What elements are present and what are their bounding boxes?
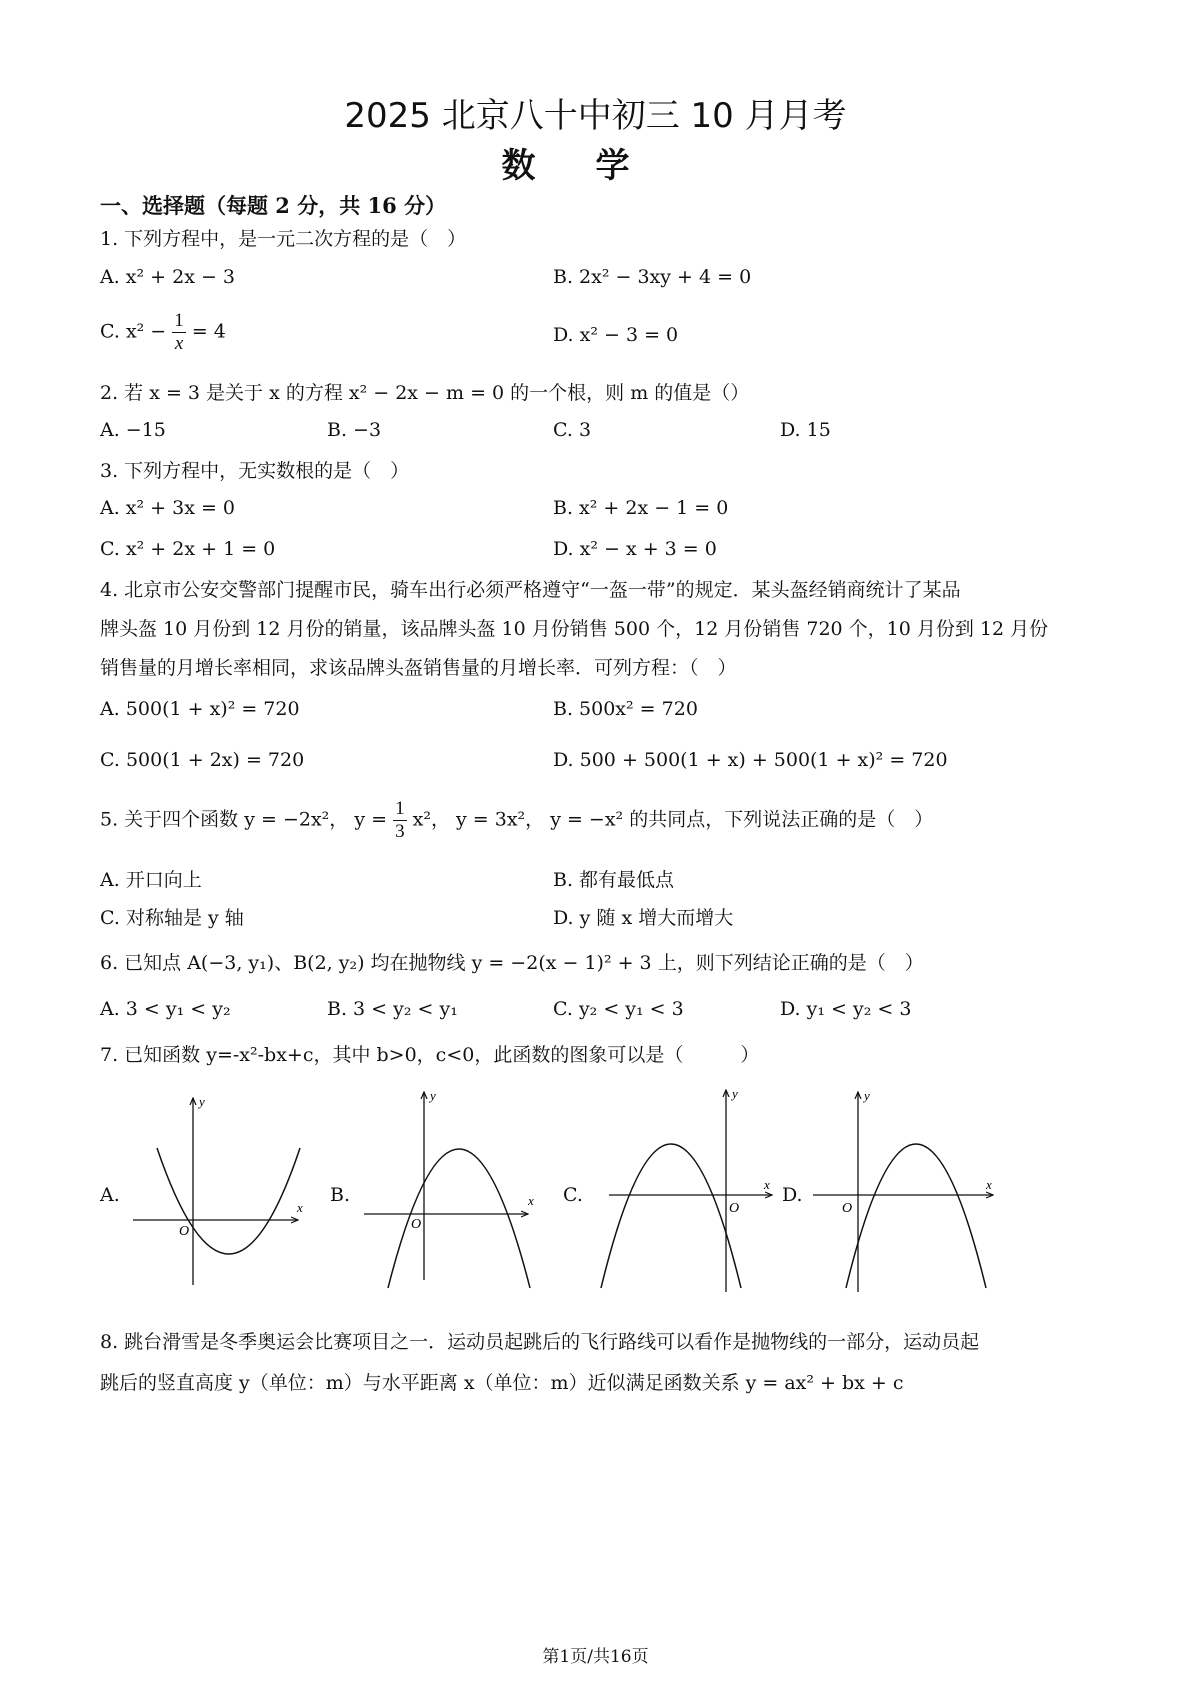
question-7-graph-label-b: B. (330, 1184, 351, 1206)
question-3-option-c: C. x² + 2x + 1 = 0 (100, 538, 276, 560)
question-5-option-c: C. 对称轴是 y 轴 (100, 907, 244, 929)
graph-c (601, 1086, 772, 1292)
question-1-stem: 1. 下列方程中，是一元二次方程的是（ ） (100, 228, 467, 250)
question-1-option-a: A. x² + 2x − 3 (100, 266, 236, 288)
graph-a-origin: O (179, 1224, 190, 1239)
graph-a-y-label: y (199, 1094, 205, 1109)
graph-a (133, 1094, 303, 1285)
graph-d (813, 1088, 993, 1292)
question-6-option-d: D. y₁ < y₂ < 3 (780, 998, 912, 1020)
question-1-option-c-suffix: = 4 (191, 320, 226, 343)
question-2-stem: 2. 若 x = 3 是关于 x 的方程 x² − 2x − m = 0 的一个根，则 m 的值是（） (100, 382, 750, 404)
question-3-option-d: D. x² − x + 3 = 0 (553, 538, 717, 560)
graph-d-y-label: y (864, 1088, 870, 1103)
question-4-line-2: 牌头盔 10 月份到 12 月份的销量，该品牌头盔 10 月份销售 500 个，12 月份销售 720 个，10 月份到 12 月份 (100, 618, 1049, 640)
question-7-stem: 7. 已知函数 y=-x²-bx+c，其中 b>0，c<0，此函数的图象可以是（ ） (100, 1044, 760, 1066)
question-2-option-b: B. −3 (327, 419, 382, 441)
graph-d-parabola (846, 1144, 986, 1288)
fraction-numerator: 1 (174, 310, 184, 331)
question-5-stem-c: x²， y = 3x²， y = −x² 的共同点，下列说法正确的是（ ） (412, 808, 934, 831)
page-title: 2025 北京八十中初三 10 月月考 (344, 96, 847, 136)
question-4-option-c: C. 500(1 + 2x) = 720 (100, 749, 305, 771)
question-7-graph-label-d: D. (782, 1184, 803, 1206)
question-2-option-d: D. 15 (780, 419, 831, 441)
fraction-denominator: x (174, 333, 184, 354)
question-1-option-c (100, 310, 226, 355)
question-4-option-a: A. 500(1 + x)² = 720 (100, 698, 300, 720)
question-4-line-1: 4. 北京市公安交警部门提醒市民，骑车出行必须严格遵守“一盔一带”的规定．某头盔经销商统计了某品 (100, 579, 961, 601)
question-3-option-a: A. x² + 3x = 0 (100, 497, 236, 519)
graph-c-y-label: y (732, 1086, 738, 1101)
section-heading: 一、选择题（每题 2 分，共 16 分） (100, 193, 447, 218)
question-6-option-b: B. 3 < y₂ < y₁ (327, 998, 458, 1020)
question-8-line-1: 8. 跳台滑雪是冬季奥运会比赛项目之一．运动员起跳后的飞行路线可以看作是抛物线的一部分，运动员起 (100, 1331, 980, 1353)
question-7-graphs (0, 1080, 1191, 1310)
question-2-option-a: A. −15 (100, 419, 166, 441)
page-number-footer: 第1页/共16页 (542, 1647, 649, 1667)
question-1-option-c-fraction (172, 310, 186, 355)
question-7-graph-label-a: A. (100, 1184, 120, 1206)
graph-c-origin: O (729, 1201, 740, 1216)
question-4-line-3: 销售量的月增长率相同，求该品牌头盔销售量的月增长率．可列方程：（ ） (100, 657, 737, 679)
question-8-line-2: 跳后的竖直高度 y（单位：m）与水平距离 x（单位：m）近似满足函数关系 y = ax² + bx + c (100, 1372, 904, 1394)
question-5-stem-b: y = (354, 808, 388, 831)
graph-d-origin: O (842, 1201, 853, 1216)
question-5-stem-a: 5. 关于四个函数 y = −2x²， (100, 808, 349, 831)
question-4-option-b: B. 500x² = 720 (553, 698, 698, 720)
question-5-option-b: B. 都有最低点 (553, 869, 675, 891)
graph-c-parabola (601, 1144, 741, 1288)
fraction-denominator: 3 (395, 821, 405, 842)
page-subtitle: 数学 (501, 146, 690, 186)
question-5-option-a: A. 开口向上 (100, 869, 202, 891)
graph-b (364, 1088, 534, 1288)
graph-d-x-label: x (986, 1177, 992, 1192)
question-5-stem (100, 798, 933, 843)
graph-b-parabola (388, 1149, 530, 1288)
question-6-option-c: C. y₂ < y₁ < 3 (553, 998, 684, 1020)
graph-b-x-label: x (528, 1193, 534, 1208)
question-6-stem: 6. 已知点 A(−3, y₁)、B(2, y₂) 均在抛物线 y = −2(x − 1)² + 3 上，则下列结论正确的是（ ） (100, 952, 924, 974)
question-2-option-c: C. 3 (553, 419, 592, 441)
graph-c-x-label: x (764, 1177, 770, 1192)
graph-b-origin: O (411, 1217, 422, 1232)
question-6-option-a: A. 3 < y₁ < y₂ (100, 998, 231, 1020)
question-5-option-d: D. y 随 x 增大而增大 (553, 907, 734, 929)
question-1-option-b: B. 2x² − 3xy + 4 = 0 (553, 266, 752, 288)
question-7-graph-label-c: C. (563, 1184, 583, 1206)
question-5-fraction (393, 798, 407, 843)
question-4-option-d: D. 500 + 500(1 + x) + 500(1 + x)² = 720 (553, 749, 948, 771)
question-1-option-c-prefix: C. x² − (100, 320, 167, 343)
graph-a-x-label: x (297, 1200, 303, 1215)
question-1-option-d: D. x² − 3 = 0 (553, 324, 679, 346)
fraction-numerator: 1 (395, 798, 405, 819)
question-3-stem: 3. 下列方程中，无实数根的是（ ） (100, 460, 410, 482)
graph-b-y-label: y (430, 1088, 436, 1103)
question-3-option-b: B. x² + 2x − 1 = 0 (553, 497, 729, 519)
